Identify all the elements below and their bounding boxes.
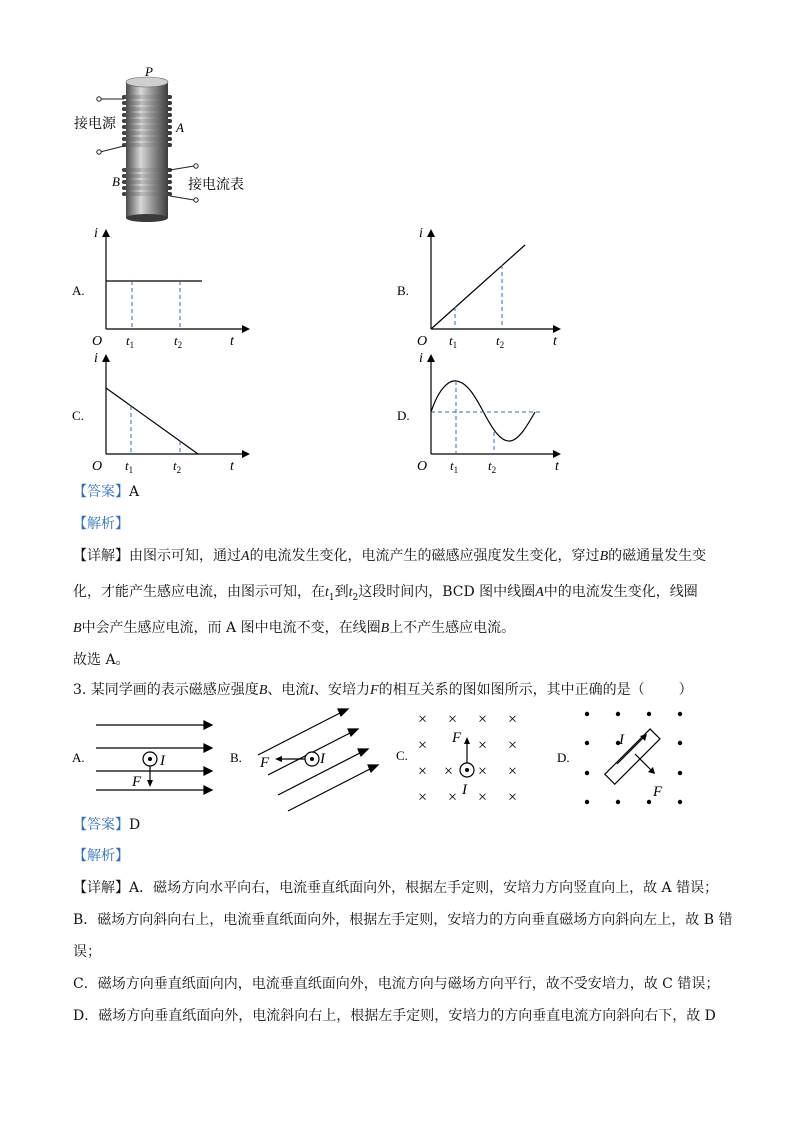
label-f: F (452, 730, 462, 746)
detail-tag: 【详解】 (73, 880, 129, 896)
label-f: F (653, 784, 663, 800)
graph-option-a (70, 225, 280, 355)
text: 、安培力 (314, 682, 371, 698)
label-i: I (619, 732, 624, 748)
var: A (535, 585, 544, 600)
sub: 2 (352, 592, 359, 603)
tick-t2: $t_2$ (488, 458, 497, 475)
origin: O (417, 334, 428, 349)
svg-text:×: × (448, 711, 458, 728)
svg-text:×: × (478, 711, 488, 728)
origin: O (417, 459, 428, 474)
option-letter: A. (72, 283, 85, 298)
text: 、电流 (267, 682, 310, 698)
answer-value: D (129, 817, 141, 833)
sub: 1 (328, 592, 335, 603)
q3-detail-line-5 (73, 1006, 723, 1026)
q3-figure-c (394, 708, 534, 808)
conclusion: 故选 A。 (73, 652, 130, 668)
text: 中的电流发生变化，线圈 (543, 584, 698, 600)
var: B (258, 683, 268, 698)
tick-t1: $t_1$ (450, 458, 459, 475)
graph-option-c (70, 350, 280, 480)
axis-i: i (419, 351, 423, 366)
option-letter: A. (72, 750, 85, 765)
text: B．磁场方向斜向右上，电流垂直纸面向外，根据左手定则，安培力的方向垂直磁场方向斜向左上，故 B 错 (73, 912, 733, 928)
svg-text:×: × (418, 737, 428, 754)
axis-i: i (94, 226, 98, 241)
q3-detail-line-1 (73, 878, 723, 898)
axis-i: i (94, 351, 98, 366)
text: 上不产生感应电流。 (389, 620, 516, 636)
label-i: I (462, 782, 467, 798)
answer-tag: 【答案】 (73, 817, 129, 833)
tick-t2: $t_2$ (496, 333, 505, 350)
q2-detail-line-2 (73, 582, 723, 608)
svg-text:×: × (508, 763, 518, 780)
svg-text:×: × (508, 789, 518, 806)
tick-t2: $t_2$ (174, 333, 183, 350)
q3-detail-line-3 (73, 942, 723, 962)
svg-text:×: × (508, 737, 518, 754)
graph-option-d (395, 350, 605, 480)
q3-analysis-tag (73, 846, 723, 866)
q2-conclusion (73, 650, 723, 670)
text: 误； (73, 944, 101, 960)
label-i: I (160, 753, 165, 769)
analysis-tag: 【解析】 (73, 516, 129, 532)
current-line (431, 245, 525, 329)
svg-text:×: × (418, 789, 428, 806)
axis-t: t (555, 459, 559, 474)
text: ） (678, 682, 693, 698)
var: I (309, 683, 315, 698)
coil-figure (70, 60, 270, 225)
text: C．磁场方向垂直纸面向内，电流垂直纸面向外，电流方向与磁场方向平行，故不受安培力，故 C 错误； (73, 976, 720, 992)
var: B (599, 549, 609, 564)
coil-a-windings (122, 95, 172, 147)
q3-detail-line-2 (73, 910, 733, 930)
q2-answer (73, 482, 723, 502)
text: 的相互关系的图如图所示，其中正确的是（ (378, 682, 645, 698)
text: 到 (334, 584, 349, 600)
var: A (241, 549, 250, 564)
text: 的电流发生变化，电流产生的磁感应强度发生变化，穿过 (249, 548, 600, 564)
text: 的磁通量发生变 (608, 548, 707, 564)
text: 这段时间内，BCD 图中线圈 (358, 584, 536, 600)
label-i: I (320, 751, 325, 767)
analysis-tag: 【解析】 (73, 848, 129, 864)
meter-label: 接电流表 (188, 178, 244, 193)
conductor-rod (605, 729, 660, 784)
axis-t: t (230, 459, 234, 474)
option-letter: C. (72, 408, 84, 423)
svg-text:×: × (444, 763, 454, 780)
current-line (106, 388, 198, 454)
power-label: 接电源 (74, 117, 116, 132)
answer-value: A (129, 484, 140, 500)
graph-option-b (395, 225, 605, 355)
option-letter: D. (557, 750, 570, 765)
coil-drawing (70, 60, 270, 225)
svg-text:×: × (478, 763, 488, 780)
q3-answer (73, 815, 723, 835)
label-f: F (260, 755, 270, 771)
option-letter: B. (230, 750, 242, 765)
option-letter: C. (396, 748, 408, 763)
svg-text:×: × (478, 737, 488, 754)
text: 化，才能产生感应电流，由图示可知，在 (73, 584, 325, 600)
current-line (431, 381, 535, 441)
text: A．磁场方向水平向右，电流垂直纸面向外，根据左手定则，安培力方向竖直向上，故 A 错误； (129, 880, 719, 896)
origin: O (92, 334, 103, 349)
option-letter: B. (397, 283, 409, 298)
label-b: B (112, 174, 120, 189)
tick-t2: $t_2$ (173, 458, 182, 475)
q3-figure-b (228, 705, 388, 815)
q2-detail-line-3 (73, 618, 723, 639)
svg-text:×: × (478, 789, 488, 806)
option-letter: D. (397, 408, 410, 423)
tick-t1: $t_1$ (125, 458, 134, 475)
var: t (325, 585, 329, 600)
q3-figure-d (555, 706, 705, 810)
answer-tag: 【答案】 (73, 484, 129, 500)
var: B (73, 621, 82, 636)
origin: O (92, 459, 103, 474)
q3-figure-a (70, 710, 220, 810)
detail-tag: 【详解】 (73, 548, 129, 564)
svg-text:×: × (508, 711, 518, 728)
axis-i: i (419, 226, 423, 241)
var: t (348, 585, 353, 600)
svg-text:×: × (418, 763, 428, 780)
svg-text:×: × (448, 789, 458, 806)
text: 由图示可知，通过 (129, 548, 241, 564)
label-a: A (176, 120, 184, 135)
q3-stem (73, 680, 723, 701)
label-f: F (132, 774, 142, 790)
var: F (370, 683, 379, 698)
text: 中会产生感应电流，而 A 图中电流不变，在线圈 (81, 620, 381, 636)
text: 3. 某同学画的表示磁感应强度 (73, 682, 259, 698)
q3-detail-line-4 (73, 974, 723, 994)
svg-text:×: × (418, 711, 428, 728)
label-p: P (145, 64, 153, 79)
q2-analysis-tag (73, 514, 723, 534)
var: B (380, 621, 390, 636)
axis-t: t (553, 334, 557, 349)
text: D．磁场方向垂直纸面向外，电流斜向右上，根据左手定则，安培力的方向垂直电流方向斜向右下，故 D (73, 1008, 716, 1024)
tick-t1: $t_1$ (449, 333, 458, 350)
tick-t1: $t_1$ (126, 333, 135, 350)
q2-detail-line-1 (73, 546, 723, 567)
axis-t: t (230, 334, 234, 349)
